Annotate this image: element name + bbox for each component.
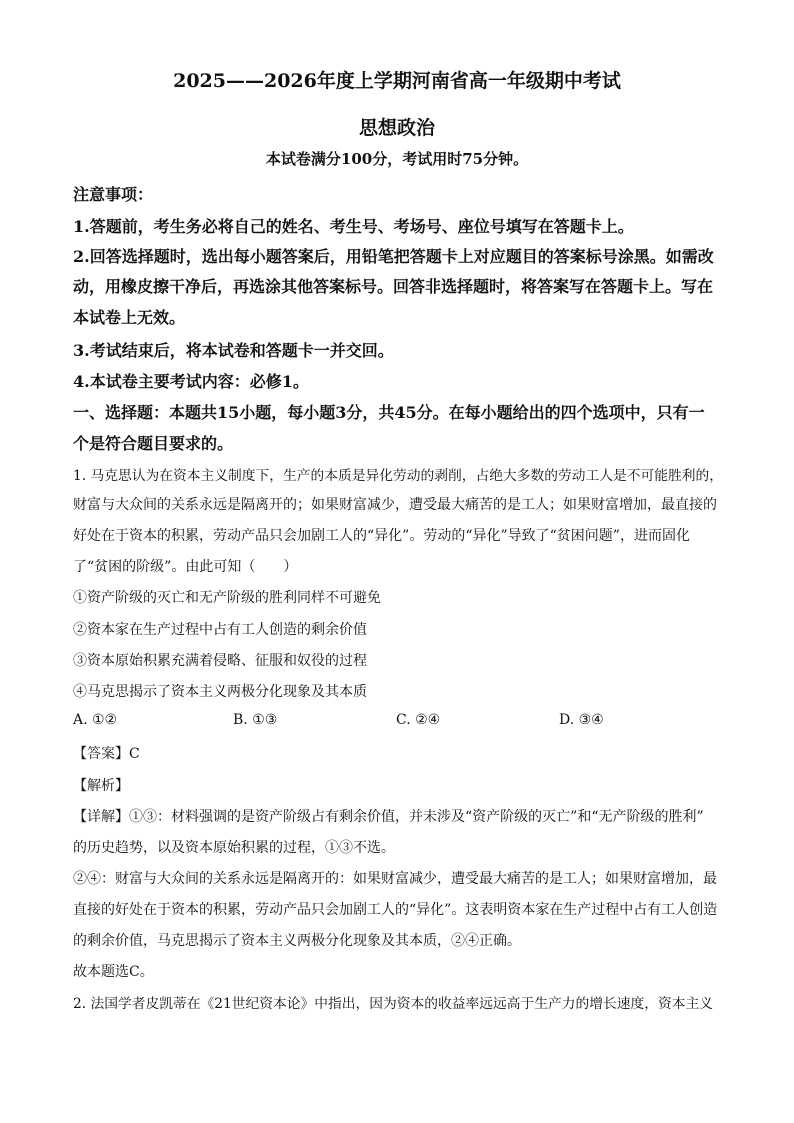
- exam-title: 2025——2026年度上学期河南省高一年级期中考试: [173, 70, 621, 92]
- q1-option-d: D. ③④: [559, 712, 604, 728]
- q1-stem: 好处在于资本的积累，劳动产品只会加剧工人的“异化”。劳动的“异化”导致了“贫困问题”，进而固化: [73, 528, 690, 544]
- analysis-label: 【解析】: [73, 778, 129, 794]
- notice-heading: 注意事项：: [73, 185, 154, 204]
- q1-detail: [73, 806, 704, 826]
- subject-title: 思想政治: [358, 117, 435, 139]
- q1-stem: 了“贫困的阶级”。由此可知（ ）: [73, 559, 298, 575]
- q2-stem: 2. 法国学者皮凯蒂在《21世纪资本论》中指出，因为资本的收益率远远高于生产力的增长速度，资本主义: [73, 996, 713, 1012]
- q1-detail: ②④：财富与大众间的关系永远是隔离开的：如果财富减少，遭受最大痛苦的是工人；如果财富增加，最: [73, 871, 717, 887]
- detail-text: ①③：材料强调的是资产阶级占有剩余价值，并未涉及“资产阶级的灭亡”和“无产阶级的胜利”: [129, 809, 704, 825]
- notice-line: 4.本试卷主要考试内容：必修1。: [73, 372, 309, 391]
- q1-detail: 故本题选C。: [73, 964, 154, 980]
- section-heading: 一、选择题：本题共15小题，每小题3分，共45分。在每小题给出的四个选项中，只有一: [73, 403, 705, 422]
- q1-answer: [73, 743, 140, 763]
- notice-line: 本试卷上无效。: [73, 308, 186, 327]
- q1-statement: ②资本家在生产过程中占有工人创造的剩余价值: [73, 622, 367, 638]
- notice-line: 2.回答选择题时，选出每小题答案后，用铅笔把答题卡上对应题目的答案标号涂黑。如需改: [73, 247, 714, 266]
- q1-detail: 直接的好处在于资本的积累，劳动产品只会加剧工人的“异化”。这表明资本家在生产过程中占有工人创造: [73, 902, 718, 918]
- q1-statement: ③资本原始积累充满着侵略、征服和奴役的过程: [73, 653, 367, 669]
- q1-stem: 1. 马克思认为在资本主义制度下，生产的本质是异化劳动的剥削，占绝大多数的劳动工人是不可能胜利的，: [73, 468, 723, 484]
- detail-label: 【详解】: [73, 809, 129, 825]
- q1-statement: ④马克思揭示了资本主义两极分化现象及其本质: [73, 684, 367, 700]
- answer-value: C: [129, 746, 140, 762]
- exam-info: 本试卷满分100分，考试用时75分钟。: [265, 150, 529, 168]
- q1-detail: 的历史趋势，以及资本原始积累的过程，①③不选。: [73, 840, 395, 856]
- q1-option-a: A. ①②: [73, 712, 118, 728]
- q1-stem: 财富与大众间的关系永远是隔离开的；如果财富减少，遭受最大痛苦的是工人；如果财富增加，最直接的: [73, 497, 717, 513]
- notice-line: 1.答题前，考生务必将自己的姓名、考生号、考场号、座位号填写在答题卡上。: [73, 217, 634, 236]
- q1-option-c: C. ②④: [396, 712, 441, 728]
- notice-line: 3.考试结束后，将本试卷和答题卡一并交回。: [73, 341, 394, 360]
- q1-option-b: B. ①③: [233, 712, 278, 728]
- q1-statement: ①资产阶级的灭亡和无产阶级的胜利同样不可避免: [73, 590, 381, 606]
- q1-detail: 的剩余价值，马克思揭示了资本主义两极分化现象及其本质，②④正确。: [73, 933, 521, 949]
- answer-label: 【答案】: [73, 746, 129, 762]
- notice-line: 动，用橡皮擦干净后，再选涂其他答案标号。回答非选择题时，将答案写在答题卡上。写在: [73, 277, 714, 296]
- section-heading: 个是符合题目要求的。: [73, 434, 234, 453]
